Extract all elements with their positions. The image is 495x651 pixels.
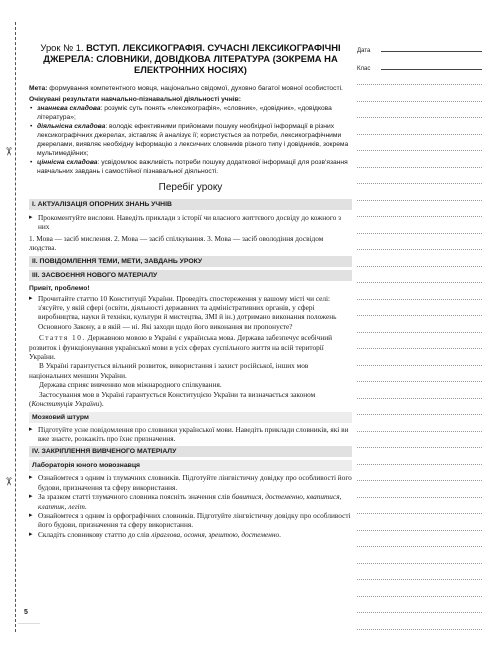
lesson-topic: ВСТУП. ЛЕКСИКОГРАФІЯ. СУЧАСНІ ЛЕКСИКОГРАФІЧНІ ДЖЕРЕЛА: СЛОВНИКИ, ДОВІДКОВА ЛІТЕРАТУРА (ЗОКРЕМА НА ЕЛЕКТРОННИХ НОСІЯХ) [43,42,341,75]
note-line [357,480,482,481]
task-text: . [279,529,281,539]
results-item-text: : володіє ефективними прийомами пошуку необхідної інформації в різних лексикографічних джерелах, зіставляє й аналізує її; користується за потреби, лексикографічними джерелами, виявляє необхідну інформацію з лексичних словників різного типу і довідників, зокрема мультимедійних; [37,123,349,157]
article-source: Конституція України [31,399,100,409]
lesson-content [29,42,352,539]
results-item-text: : усвідомлює важливість потреби пошуку додаткової інформації для розв'язання навчальних завдань і самостійної пізнавальної діяльності. [37,159,348,175]
class-row [357,58,482,72]
note-line [357,398,482,399]
note-line [357,546,482,547]
task-words: ліраглова, осоння, зрештою, достеменно [151,529,280,539]
results-item-label: знаннєва складова [37,105,101,112]
note-line [357,134,482,135]
note-line [357,233,482,234]
results-item-label: ціннісна складова [37,159,98,166]
note-line [357,381,482,382]
note-line [357,579,482,580]
task-words: бавитися, достеменно, квапитися, клаптик, легіт [38,492,342,511]
page-corner [18,623,40,651]
scissors-icon: ✂ [2,146,15,157]
article-paragraph: В Україні гарантується вільний розвиток, використання і захист російської, інших мов національних меншин України. [29,361,309,380]
note-line [357,596,482,597]
results-title: Очікувані результати навчально-пізнавальної діяльності учнів: [29,96,241,103]
date-row [357,40,482,54]
task-item [29,492,352,511]
note-line [357,497,482,498]
results-item [29,104,352,122]
note-line [357,315,482,316]
goal-text: формування компетентного мовця, національно свідомої, духовно багатої мовної особистості. [47,85,343,92]
task-item [29,530,352,539]
goal-label: Мета: [29,85,48,92]
quotes-paragraph: 1. Мова — засіб мислення. 2. Мова — засіб спілкування. 3. Мова — засіб оволодіння досвідом людства. [29,233,324,253]
note-line [357,150,482,151]
note-line [357,332,482,333]
note-line [357,365,482,366]
class-line [381,69,482,70]
note-line [357,167,482,168]
note-line [357,629,482,630]
note-line [357,447,482,448]
note-line [357,183,482,184]
lesson-number: Урок № 1. [40,42,84,53]
subsection-title: Мозковий штурм [29,412,352,423]
subsection-title: Привіт, проблемо! [29,284,90,292]
lesson-title [29,42,352,75]
section-heading: I. АКТУАЛІЗАЦІЯ ОПОРНИХ ЗНАНЬ УЧНІВ [29,199,352,210]
note-line [357,530,482,531]
note-line [357,266,482,267]
article-paragraph [29,390,352,409]
section-heading: IV. ЗАКРІПЛЕННЯ ВИВЧЕНОГО МАТЕРІАЛУ [29,446,352,457]
course-title: Перебіг уроку [158,182,223,193]
note-line [357,348,482,349]
note-line [357,563,482,564]
note-line [357,612,482,613]
note-line [357,84,482,85]
task-item: ▸ Підготуйте усне повідомлення про словники української мови. Наведіть приклади словників, які ви вже знаєте, розкажіть про їхнє призначення. [29,425,352,444]
cut-line [15,22,16,632]
task-text: . [84,501,87,511]
article-paragraph [29,333,352,361]
class-label: Клас [357,66,371,72]
article-text: Застосування мов в Україні гарантується Конституцією України та визначається законом ( [29,389,316,409]
goal-paragraph [29,84,352,93]
task-text: За зразком статті тлумачного словника поясніть значення слів [38,492,232,502]
subsection-title: Лабораторія юного мовознавця [29,460,352,471]
results-item [29,158,352,176]
date-line [381,51,482,52]
scissors-icon: ✂ [2,476,15,487]
note-line [357,513,482,514]
note-line [357,282,482,283]
task-text: Складіть словникову статтю до слів [38,529,152,539]
task-item: ▸ Ознайомтеся з одним із тлумачних словників. Підготуйте лінгвістичну довідку про особливості його будови, призначення та сферу використання. [29,473,352,492]
task-item: ▸ Ознайомтеся з одним із орфографічних словників. Підготуйте лінгвістичну довідку про особливості його будови, призначення та сферу використання. [29,511,352,530]
note-line [357,216,482,217]
results-item [29,122,352,158]
section-heading: II. ПОВІДОМЛЕННЯ ТЕМИ, МЕТИ, ЗАВДАНЬ УРОКУ [29,256,352,267]
note-line [357,117,482,118]
task-item: ▸ Прокоментуйте вислови. Наведіть приклади з історії чи власного життєвого досвіду до кожного з них [29,213,352,232]
page-number: 5 [24,609,28,616]
note-lines [357,84,482,630]
results-item-label: діяльнісна складова [37,123,106,130]
note-line [357,464,482,465]
date-label: Дата [357,48,371,54]
section-heading: III. ЗАСВОЄННЯ НОВОГО МАТЕРІАЛУ [29,270,352,281]
note-line [357,101,482,102]
note-line [357,431,482,432]
note-line [357,249,482,250]
task-item: ▸ Прочитайте статтю 10 Конституції України. Проведіть спостереження у вашому місті чи селі: з'ясуйте, у якій сфері (освіти, діяльності державних та адміністративних органів, у сфері виробництва, науки й техніки, культури й мистецтва, ЗМІ й ін.) дотримано виконання положень Основного Закону, а в якій — ні. Які заходи щодо його виконання ви пропонуєте? [29,294,352,332]
article-label: Стаття 10. [39,333,86,343]
note-line [357,414,482,415]
article-paragraph: Держава сприяє вивченню мов міжнародного спілкування. [39,380,222,390]
results-item-text: : розуміє суть понять «лексикографія», «словник», «довідник», «довідкова література»; [37,105,332,121]
notes-column [357,40,482,620]
note-line [357,299,482,300]
note-line [357,200,482,201]
article-text: ). [99,399,104,409]
article-text: Державною мовою в Україні є українська мова. Держава забезпечує всебічний розвиток і функціонування української мови в усіх сферах суспільного життя на всій території України. [29,333,333,362]
